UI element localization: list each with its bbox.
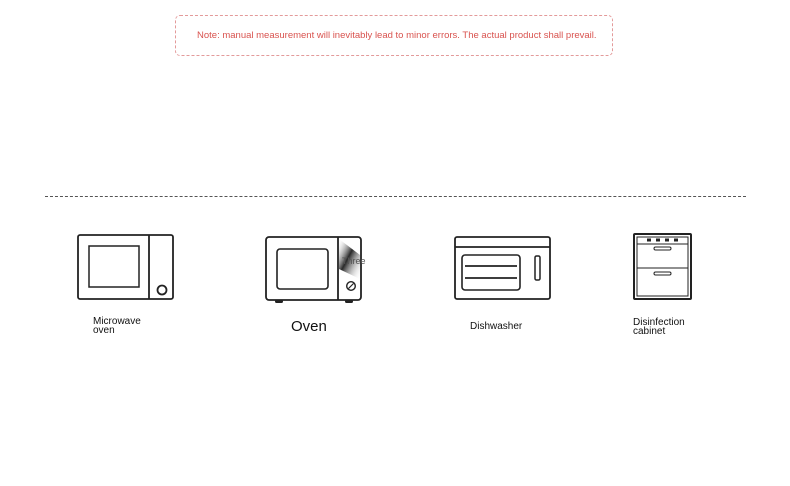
note-text: Note: manual measurement will inevitably lead to minor errors. The actual product shall prevail. <box>197 30 597 41</box>
microwave-oven-icon <box>76 233 175 301</box>
microwave-oven-label-line2: oven <box>93 325 115 336</box>
oven-icon <box>264 235 364 305</box>
microwave-oven-label <box>93 317 141 335</box>
dishwasher-label: Dishwasher <box>470 321 523 332</box>
disinfection-cabinet-label-line2: cabinet <box>633 326 666 337</box>
dishwasher-icon <box>453 235 552 301</box>
disinfection-cabinet-icon <box>632 232 694 302</box>
disinfection-cabinet-label <box>633 318 685 336</box>
oven-label: Oven <box>291 318 327 335</box>
dashed-divider <box>45 196 746 197</box>
disinfection-cabinet-label-line1: Disinfection <box>633 317 685 328</box>
microwave-oven-label-line1: Microwave <box>93 316 141 327</box>
oven-overlay-text: Three <box>342 256 366 266</box>
